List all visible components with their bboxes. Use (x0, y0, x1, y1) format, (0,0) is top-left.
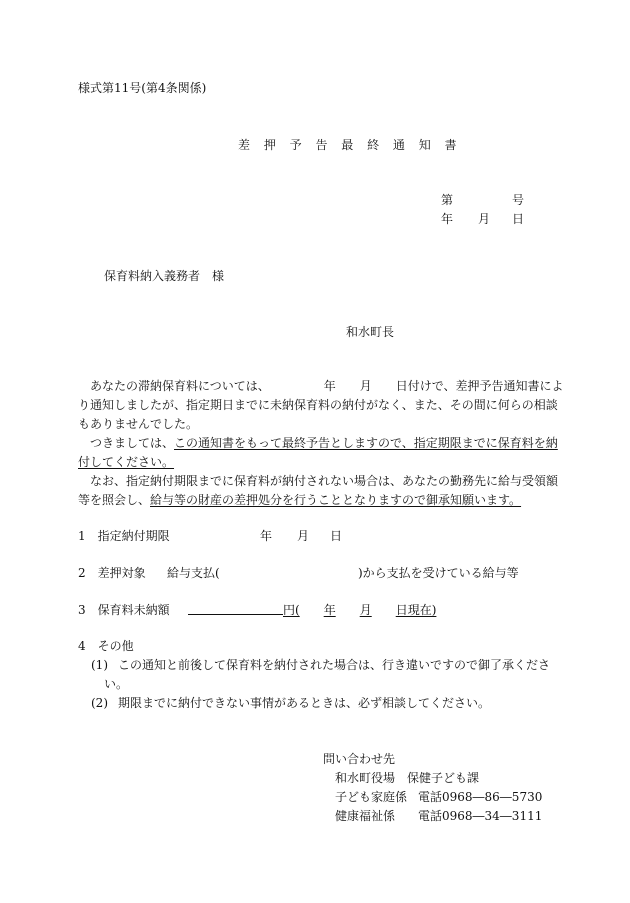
contact-heading: 問い合わせ先 (323, 752, 396, 766)
contact-office: 和水町役場 保健子ども課 (335, 771, 480, 785)
doc-date-month: 月 (478, 212, 491, 226)
item3-amount-line (188, 602, 283, 619)
item2-label: 2 差押対象 (78, 566, 146, 580)
body-p3-line2: 等を照会し、給与等の財産の差押処分を行うこととなりますので御承知願います。 (78, 493, 522, 507)
form-number: 様式第11号(第4条関係) (78, 81, 207, 95)
doc-date-day: 日 (512, 212, 525, 226)
body-p1-line1: あなたの滞納保育料については、 年 月 日付けで、差押予告通知書によ (90, 379, 564, 393)
item1-year: 年 (260, 529, 273, 543)
body-p1-line2: り通知しましたが、指定期日までに未納保育料の納付がなく、また、その間に何らの相談 (78, 398, 558, 412)
item4-1-line2: い。 (104, 677, 129, 691)
item2-payer-close: )から支払を受けている給与等 (358, 566, 519, 580)
body-p2-line1: つきましては、この通知書をもって最終予告としますので、指定期限までに保育料を納 (90, 436, 558, 450)
item1-day: 日 (330, 529, 343, 543)
item4-1-number: (1) (91, 658, 108, 672)
body-p2-line2: 付してください。 (78, 455, 175, 469)
recipient: 保育料納入義務者 様 (104, 269, 225, 283)
item1-month: 月 (297, 529, 310, 543)
doc-number-go: 号 (512, 193, 525, 207)
contact-tel-2: 電話0968―34―3111 (418, 809, 543, 823)
doc-date-year: 年 (441, 212, 454, 226)
item3-as-of: 円( 年 月 日現在) (283, 603, 437, 617)
item4-label: 4 その他 (78, 639, 134, 653)
item2-payer-open: 給与支払( (167, 566, 220, 580)
item4-2-text: 期限までに納付できない事情があるときは、必ず相談してください。 (118, 696, 491, 710)
contact-tel-1: 電話0968―86―5730 (418, 790, 543, 804)
body-p3-line1: なお、指定納付期限までに保育料が納付されない場合は、あなたの勤務先に給与受領額 (90, 474, 559, 488)
item4-1-line1: この通知と前後して保育料を納付された場合は、行き違いですので御了承くださ (118, 658, 551, 672)
item3-label: 3 保育料未納額 (78, 603, 170, 617)
item4-2-number: (2) (91, 696, 108, 710)
sender: 和水町長 (346, 325, 395, 339)
body-p1-line3: もありませんでした。 (78, 417, 199, 431)
document-title: 差 押 予 告 最 終 通 知 書 (238, 138, 462, 152)
doc-number-dai: 第 (441, 193, 454, 207)
contact-dept-1: 子ども家庭係 (335, 790, 408, 804)
item1-label: 1 指定納付期限 (78, 529, 170, 543)
contact-dept-2: 健康福祉係 (335, 809, 396, 823)
